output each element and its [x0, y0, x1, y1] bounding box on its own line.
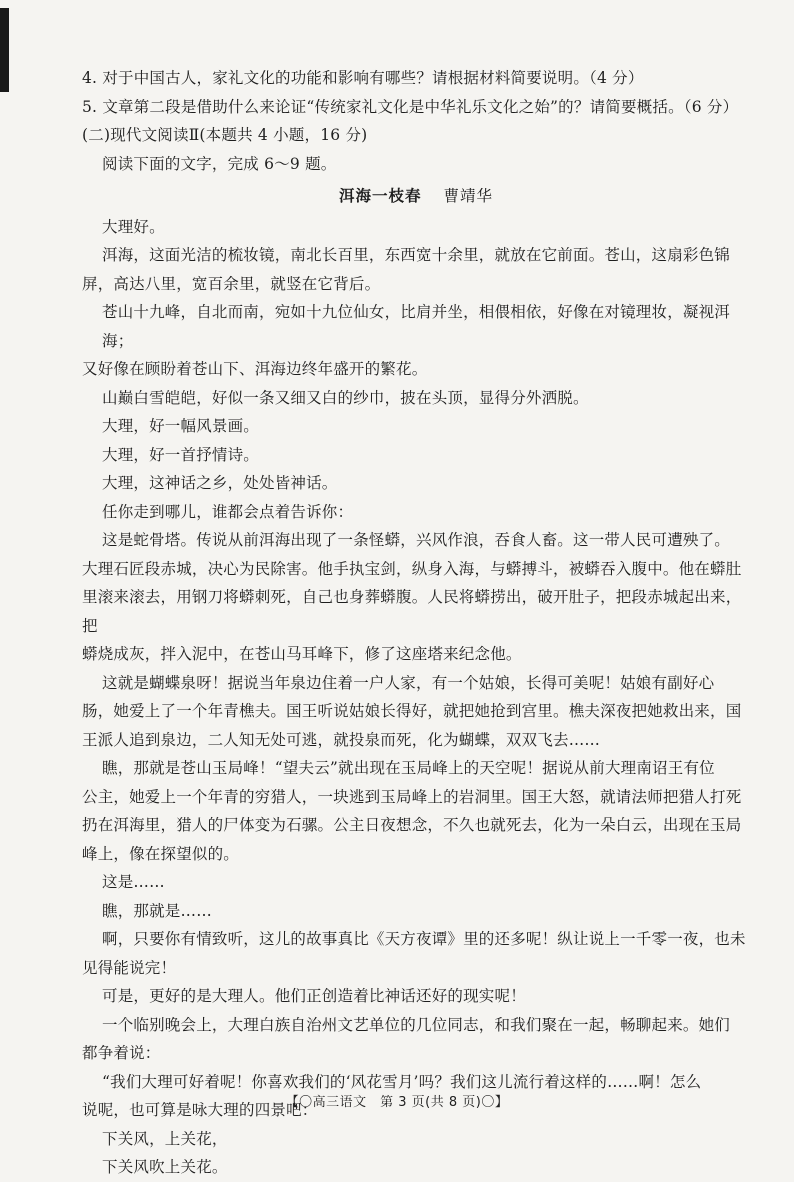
- article-line: 瞧，那就是苍山玉局峰！“望夫云”就出现在玉局峰上的天空呢！据说从前大理南诏王有位: [102, 759, 715, 777]
- article-line: 扔在洱海里，猎人的尸体变为石骡。公主日夜想念，不久也就死去，化为一朵白云，出现在玉局: [82, 816, 742, 834]
- article-line: 啊，只要你有情致听，这儿的故事真比《天方夜谭》里的还多呢！纵让说上一千零一夜，也未: [102, 930, 746, 948]
- article-line: 这是蛇骨塔。传说从前洱海出现了一条怪蟒，兴风作浪，吞食人畜。这一带人民可遭殃了。: [102, 531, 731, 549]
- article-line: 这是……: [102, 873, 165, 891]
- article-line: “我们大理可好着呢！你喜欢我们的‘风花雪月’吗？我们这儿流行着这样的……啊！怎么: [102, 1072, 702, 1091]
- article-line: 下关风吹上关花。: [102, 1158, 228, 1176]
- article-line: 大理好。: [102, 217, 165, 236]
- article-line: 见得能说完！: [82, 958, 177, 977]
- article-line: 里滚来滚去，用钢刀将蟒刺死，自己也身葬蟒腹。人民将蟒捞出，破开肚子，把段赤城起出来，把: [82, 588, 742, 635]
- article-line: 大理，好一首抒情诗。: [102, 445, 260, 464]
- article-line: 瞧，那就是……: [102, 901, 212, 920]
- article-line: 肠，她爱上了一个年青樵夫。国王听说姑娘长得好，就把她抢到宫里。樵夫深夜把她救出来，国: [82, 702, 742, 720]
- article-line: 可是，更好的是大理人。他们正创造着比神话还好的现实呢！: [102, 987, 526, 1005]
- document-page: [82, 64, 750, 1182]
- scan-edge-mark: [0, 8, 9, 92]
- article-line: 王派人追到泉边，二人知无处可逃，就投泉而死，化为蝴蝶，双双飞去……: [82, 730, 601, 749]
- section-heading: (二)现代文阅读Ⅱ(本题共 4 小题，16 分): [82, 126, 368, 144]
- article-line: 说呢，也可算是咏大理的四景吧：: [82, 1101, 318, 1119]
- article-line: 任你走到哪儿，谁都会点着告诉你：: [102, 502, 354, 521]
- page-footer: 【〇高三语文 第 3 页(共 8 页)〇】: [285, 1095, 509, 1110]
- article-line: 大理，好一幅风景画。: [102, 417, 260, 435]
- article-line: 都争着说：: [82, 1044, 161, 1062]
- question-4: 4. 对于中国古人，家礼文化的功能和影响有哪些？请根据材料简要说明。（4 分）: [82, 69, 644, 87]
- article-line: 公主，她爱上一个年青的穷猎人，一块逃到玉局峰上的岩洞里。国王大怒，就请法师把猎人打死: [82, 787, 742, 806]
- article-line: 大理，这神话之乡，处处皆神话。: [102, 474, 338, 492]
- article-line: 大理石匠段赤城，决心为民除害。他手执宝剑，纵身入海，与蟒搏斗，被蟒吞入腹中。他在蟒肚: [82, 559, 742, 578]
- article-title: 洱海一枝春: [338, 186, 422, 205]
- reading-instruction: 阅读下面的文字，完成 6～9 题。: [102, 154, 337, 173]
- article-title-line: [82, 182, 750, 211]
- article-line: 峰上，像在探望似的。: [82, 844, 240, 863]
- article-line: 一个临别晚会上，大理白族自治州文艺单位的几位同志，和我们聚在一起，畅聊起来。她们: [102, 1015, 731, 1034]
- article-line: 又好像在顾盼着苍山下、洱海边终年盛开的繁花。: [82, 360, 428, 378]
- article-body: [82, 213, 750, 1182]
- article-line: 屏，高达八里，宽百余里，就竖在它背后。: [82, 274, 381, 293]
- article-line: 蟒烧成灰，拌入泥中，在苍山马耳峰下，修了这座塔来纪念他。: [82, 645, 522, 663]
- article-line: 苍山十九峰，自北而南，宛如十九位仙女，比肩并坐，相偎相依，好像在对镜理妆，凝视洱海；: [102, 303, 731, 350]
- question-5: 5. 文章第二段是借助什么来论证“传统家礼文化是中华礼乐文化之始”的？请简要概括。（6 分）: [82, 97, 739, 116]
- article-line: 山巅白雪皑皑，好似一条又细又白的纱巾，披在头顶，显得分外洒脱。: [102, 388, 589, 407]
- article-author: 曹靖华: [443, 187, 494, 205]
- article-line: 下关风，上关花，: [102, 1129, 228, 1148]
- article-line: 洱海，这面光洁的梳妆镜，南北长百里，东西宽十余里，就放在它前面。苍山，这扇彩色锦: [102, 246, 731, 264]
- article-line: 这就是蝴蝶泉呀！据说当年泉边住着一户人家，有一个姑娘，长得可美呢！姑娘有副好心: [102, 673, 715, 692]
